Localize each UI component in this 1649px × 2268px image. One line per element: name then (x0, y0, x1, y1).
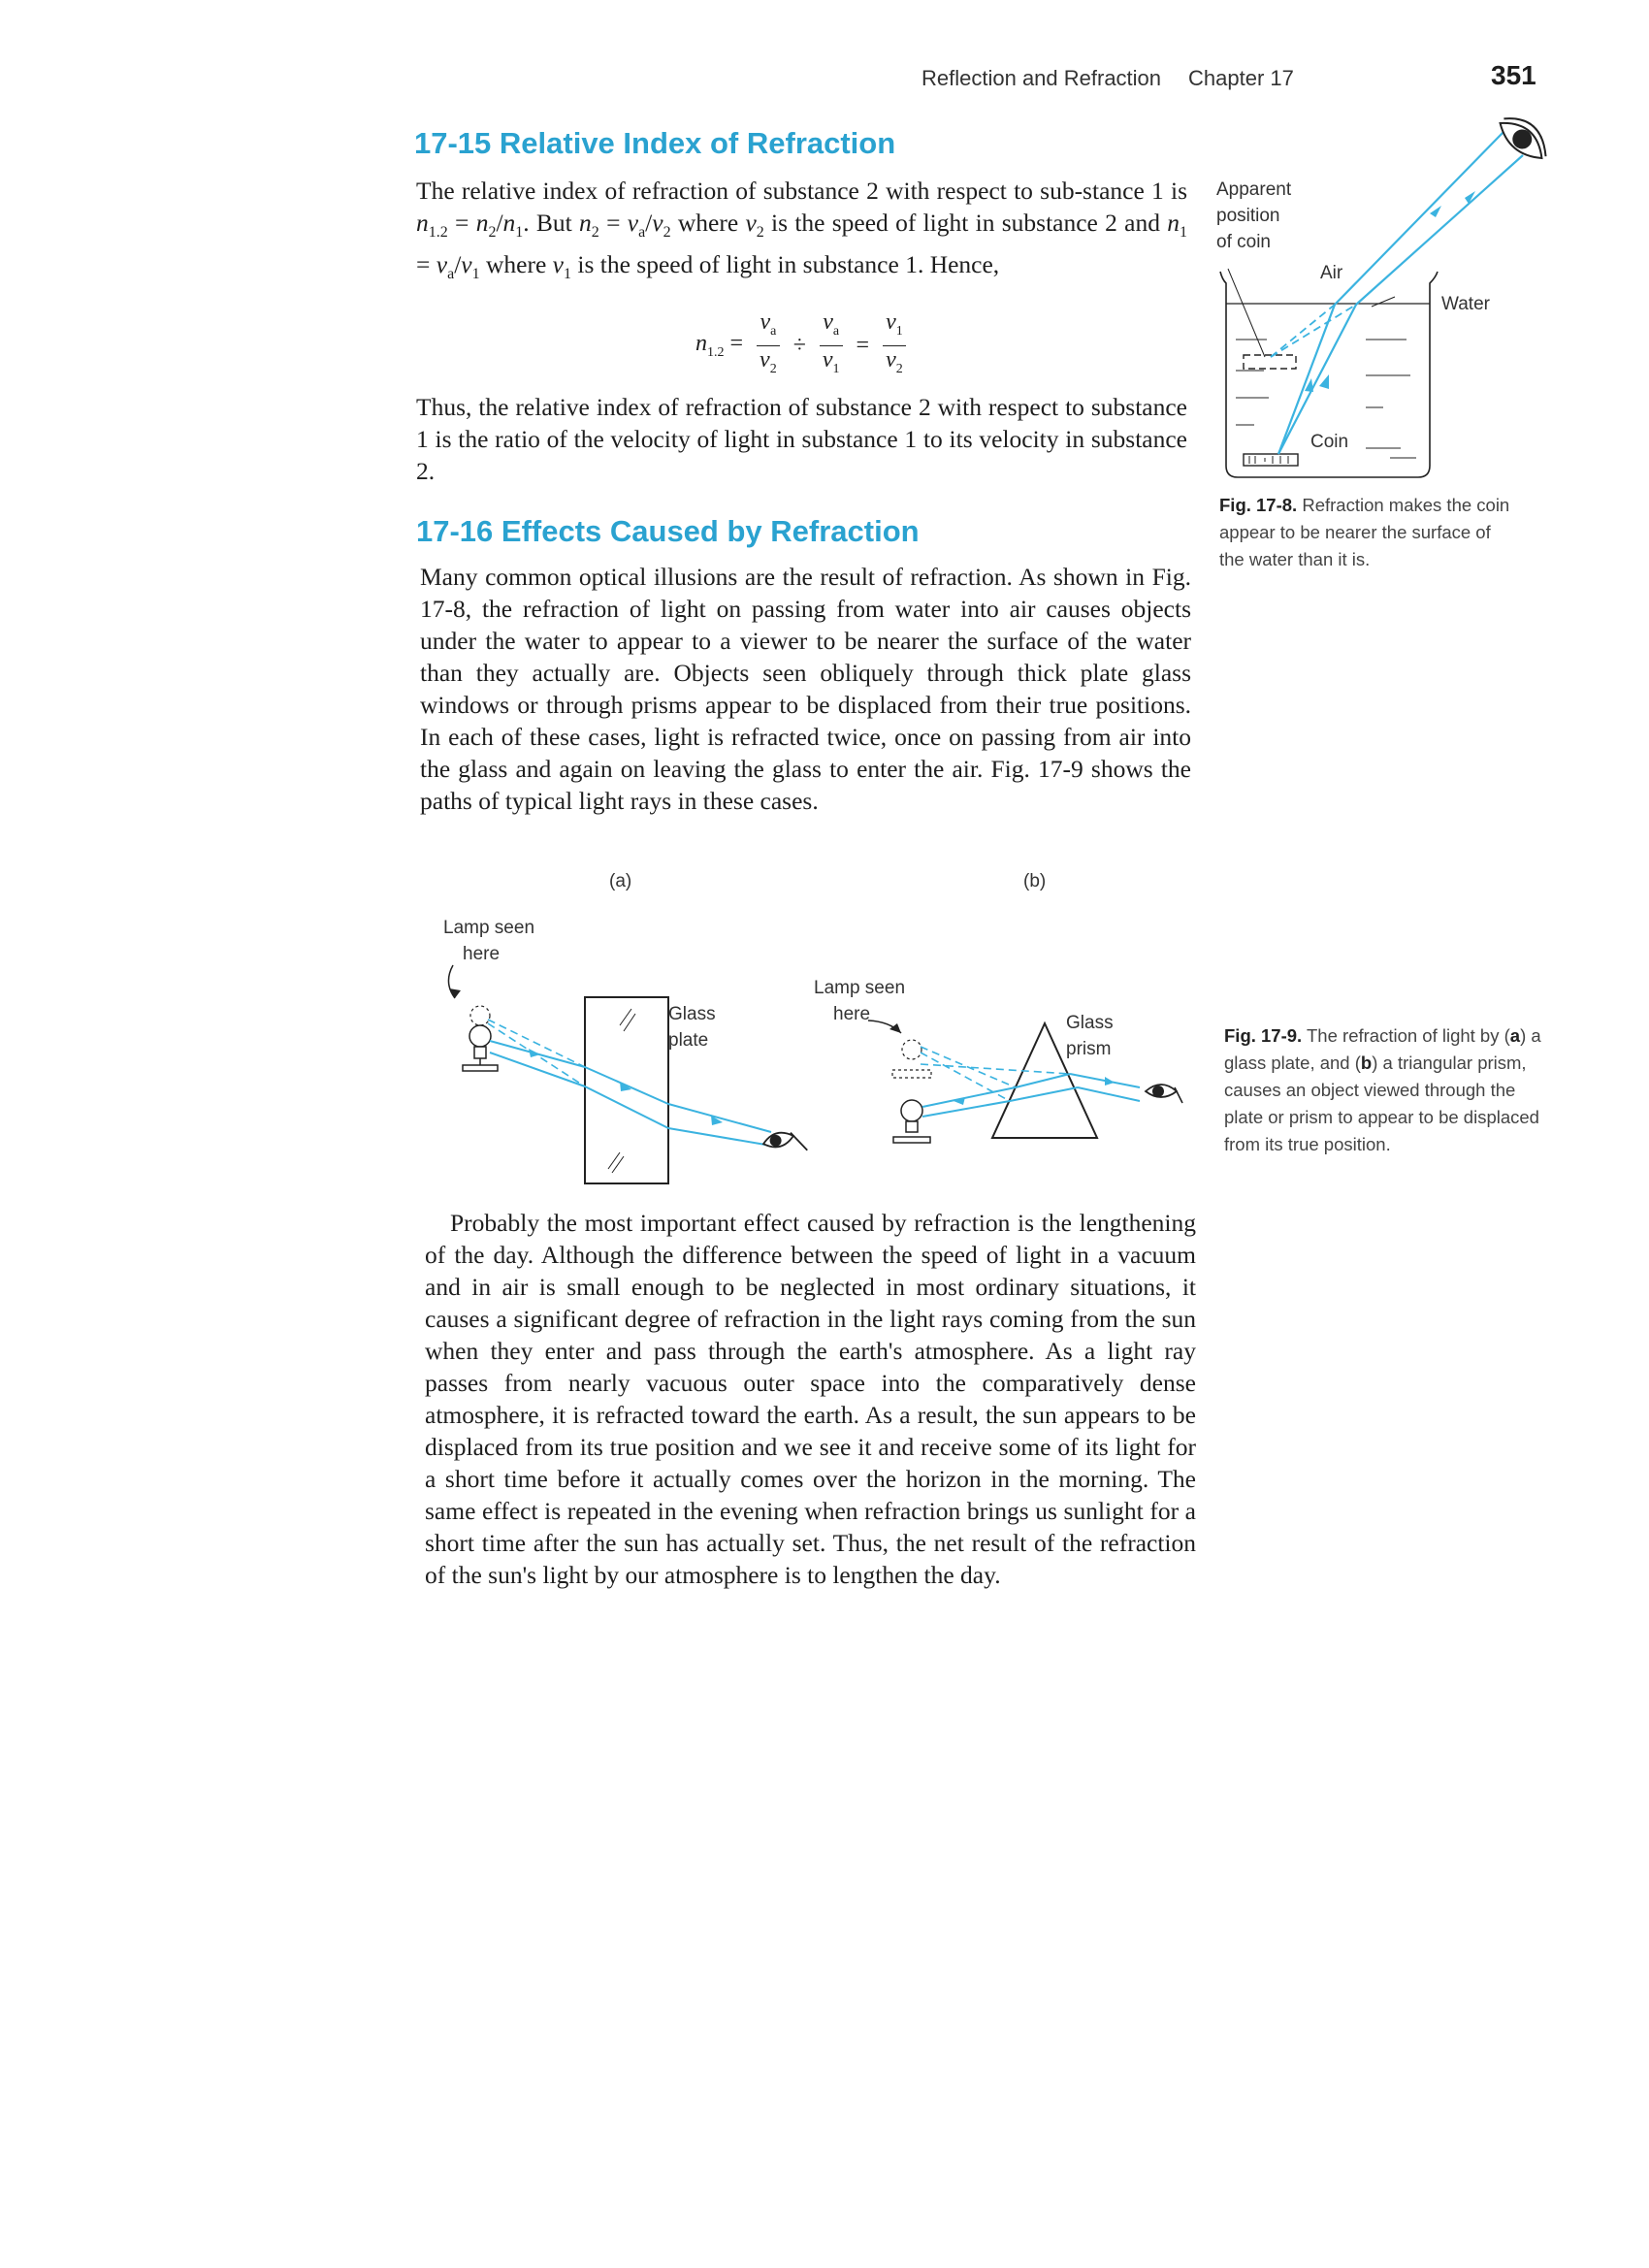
lamp-a-icon (463, 1025, 498, 1071)
caption-fig-17-8: Fig. 17-8. Refraction makes the coin appear to be nearer the surface of the water than it is. (1219, 495, 1510, 569)
para2-text: Probably the most important effect caused by refraction is the lengthening of the day. Although the difference between the speed of light in a vacuum and in air is small enough to be neglected in most ordinary situations, it causes a significant degree of refraction in the light rays coming from the sun when they enter and pass through the earth's atmosphere. As a light ray passes from nearly vacuous outer space into the comparatively dense atmosphere, it is refracted toward the earth. As a result, the sun appears to be displaced from its true position and we see it and receive some of its light for a short time before it actually comes over the horizon in the morning. The same effect is repeated in the evening when refraction brings us sunlight for a short time after the sun has actually set. Thus, the net result of the refraction of the sun's light by our atmosphere is to lengthen the day. (425, 1209, 1196, 1589)
figure-17-8 (1211, 116, 1579, 485)
para1-text-a: The relative index of refraction of substance 2 with respect to sub-stance 1 is (416, 177, 1187, 205)
section-heading-17-15: 17-15 Relative Index of Refraction (414, 126, 896, 160)
para1-text-c: is the speed of light in substance 2 and (763, 209, 1168, 237)
para1-text-b: where (670, 209, 746, 237)
page-number: 351 (1491, 60, 1536, 90)
section-17-15-paragraph-1: The relative index of refraction of substance 2 with respect to sub-stance 1 is $n_{1.2} = n_2/n_1$. But $n_2 = v_a/v_2$ where $v_2$ is the speed of light in substance 2 and $n_1 = v_a/v_1$ where $v_1$ is the speed of light in substance 1. Hence, (416, 177, 1187, 283)
label-glass-prism: Glass prism (1066, 1013, 1114, 1059)
panel-b-label: (b) (1023, 871, 1047, 891)
caption-fig-17-9: Fig. 17-9. The refraction of light by (a) a glass plate, and (b) a triangular prism, causes an object viewed through the plate or prism to appear to be displaced from its true position. (1224, 1025, 1541, 1154)
label-lamp-seen-b: Lamp seen here (814, 978, 906, 1024)
equation-relative-index: $n_{1.2}$ = $\frac{v_a}{v_2}$ ÷ $\frac{v_a}{v_1}$ = $\frac{v_1}{v_2}$ (691, 308, 982, 376)
apparent-pointer (1228, 269, 1265, 357)
section-heading-17-16: 17-16 Effects Caused by Refraction (416, 514, 920, 548)
figure-17-8-diagram (1211, 116, 1579, 485)
running-head-title: Reflection and Refraction (922, 66, 1162, 90)
lamp-a-pointer-arrow (449, 988, 461, 998)
section-17-16-paragraph-1: Many common optical illusions are the result of refraction. As shown in Fig. 17-8, the refraction of light on passing from water into air causes objects under the water to appear to a viewer to be nearer the surface of the water than they actually are. Objects seen obliquely through thick plate glass windows or through prisms appear to be displaced from their true positions. In each of these cases, light is refracted twice, once on passing from air into the glass and again on leaving the glass to enter the air. Fig. 17-9 shows the paths of typical light rays in these cases. (420, 563, 1191, 815)
running-head (922, 66, 1294, 91)
label-apparent-position: Apparent position of coin (1216, 179, 1292, 252)
section-17-15-paragraph-2: Thus, the relative index of refraction of substance 2 with respect to substance 1 is the ratio of the velocity of light in substance 1 to its velocity in substance 2. (416, 393, 1187, 485)
panel-a-label: (a) (609, 871, 632, 891)
real-coin (1244, 454, 1298, 466)
section-17-16-paragraph-2 (425, 1207, 1196, 1591)
apparent-lamp-a-icon (470, 1006, 490, 1025)
figure-17-9 (441, 868, 1217, 1198)
para1-text-d: where (479, 250, 553, 279)
label-air: Air (1320, 263, 1343, 283)
eye-icon (1494, 116, 1555, 167)
label-glass-plate: Glass plate (668, 1004, 716, 1051)
label-water: Water (1441, 294, 1490, 314)
label-coin: Coin (1310, 432, 1349, 452)
apparent-lamp-b-icon (892, 1040, 931, 1078)
apparent-coin (1244, 355, 1296, 369)
label-lamp-seen-a: Lamp seen here (443, 918, 535, 964)
para1-text-e: is the speed of light in substance 1. Hence, (571, 250, 1000, 279)
running-head-chapter: Chapter 17 (1188, 66, 1294, 90)
eye-b-icon (1146, 1085, 1182, 1103)
glass-plate (585, 997, 668, 1183)
water-pointer (1372, 297, 1395, 307)
